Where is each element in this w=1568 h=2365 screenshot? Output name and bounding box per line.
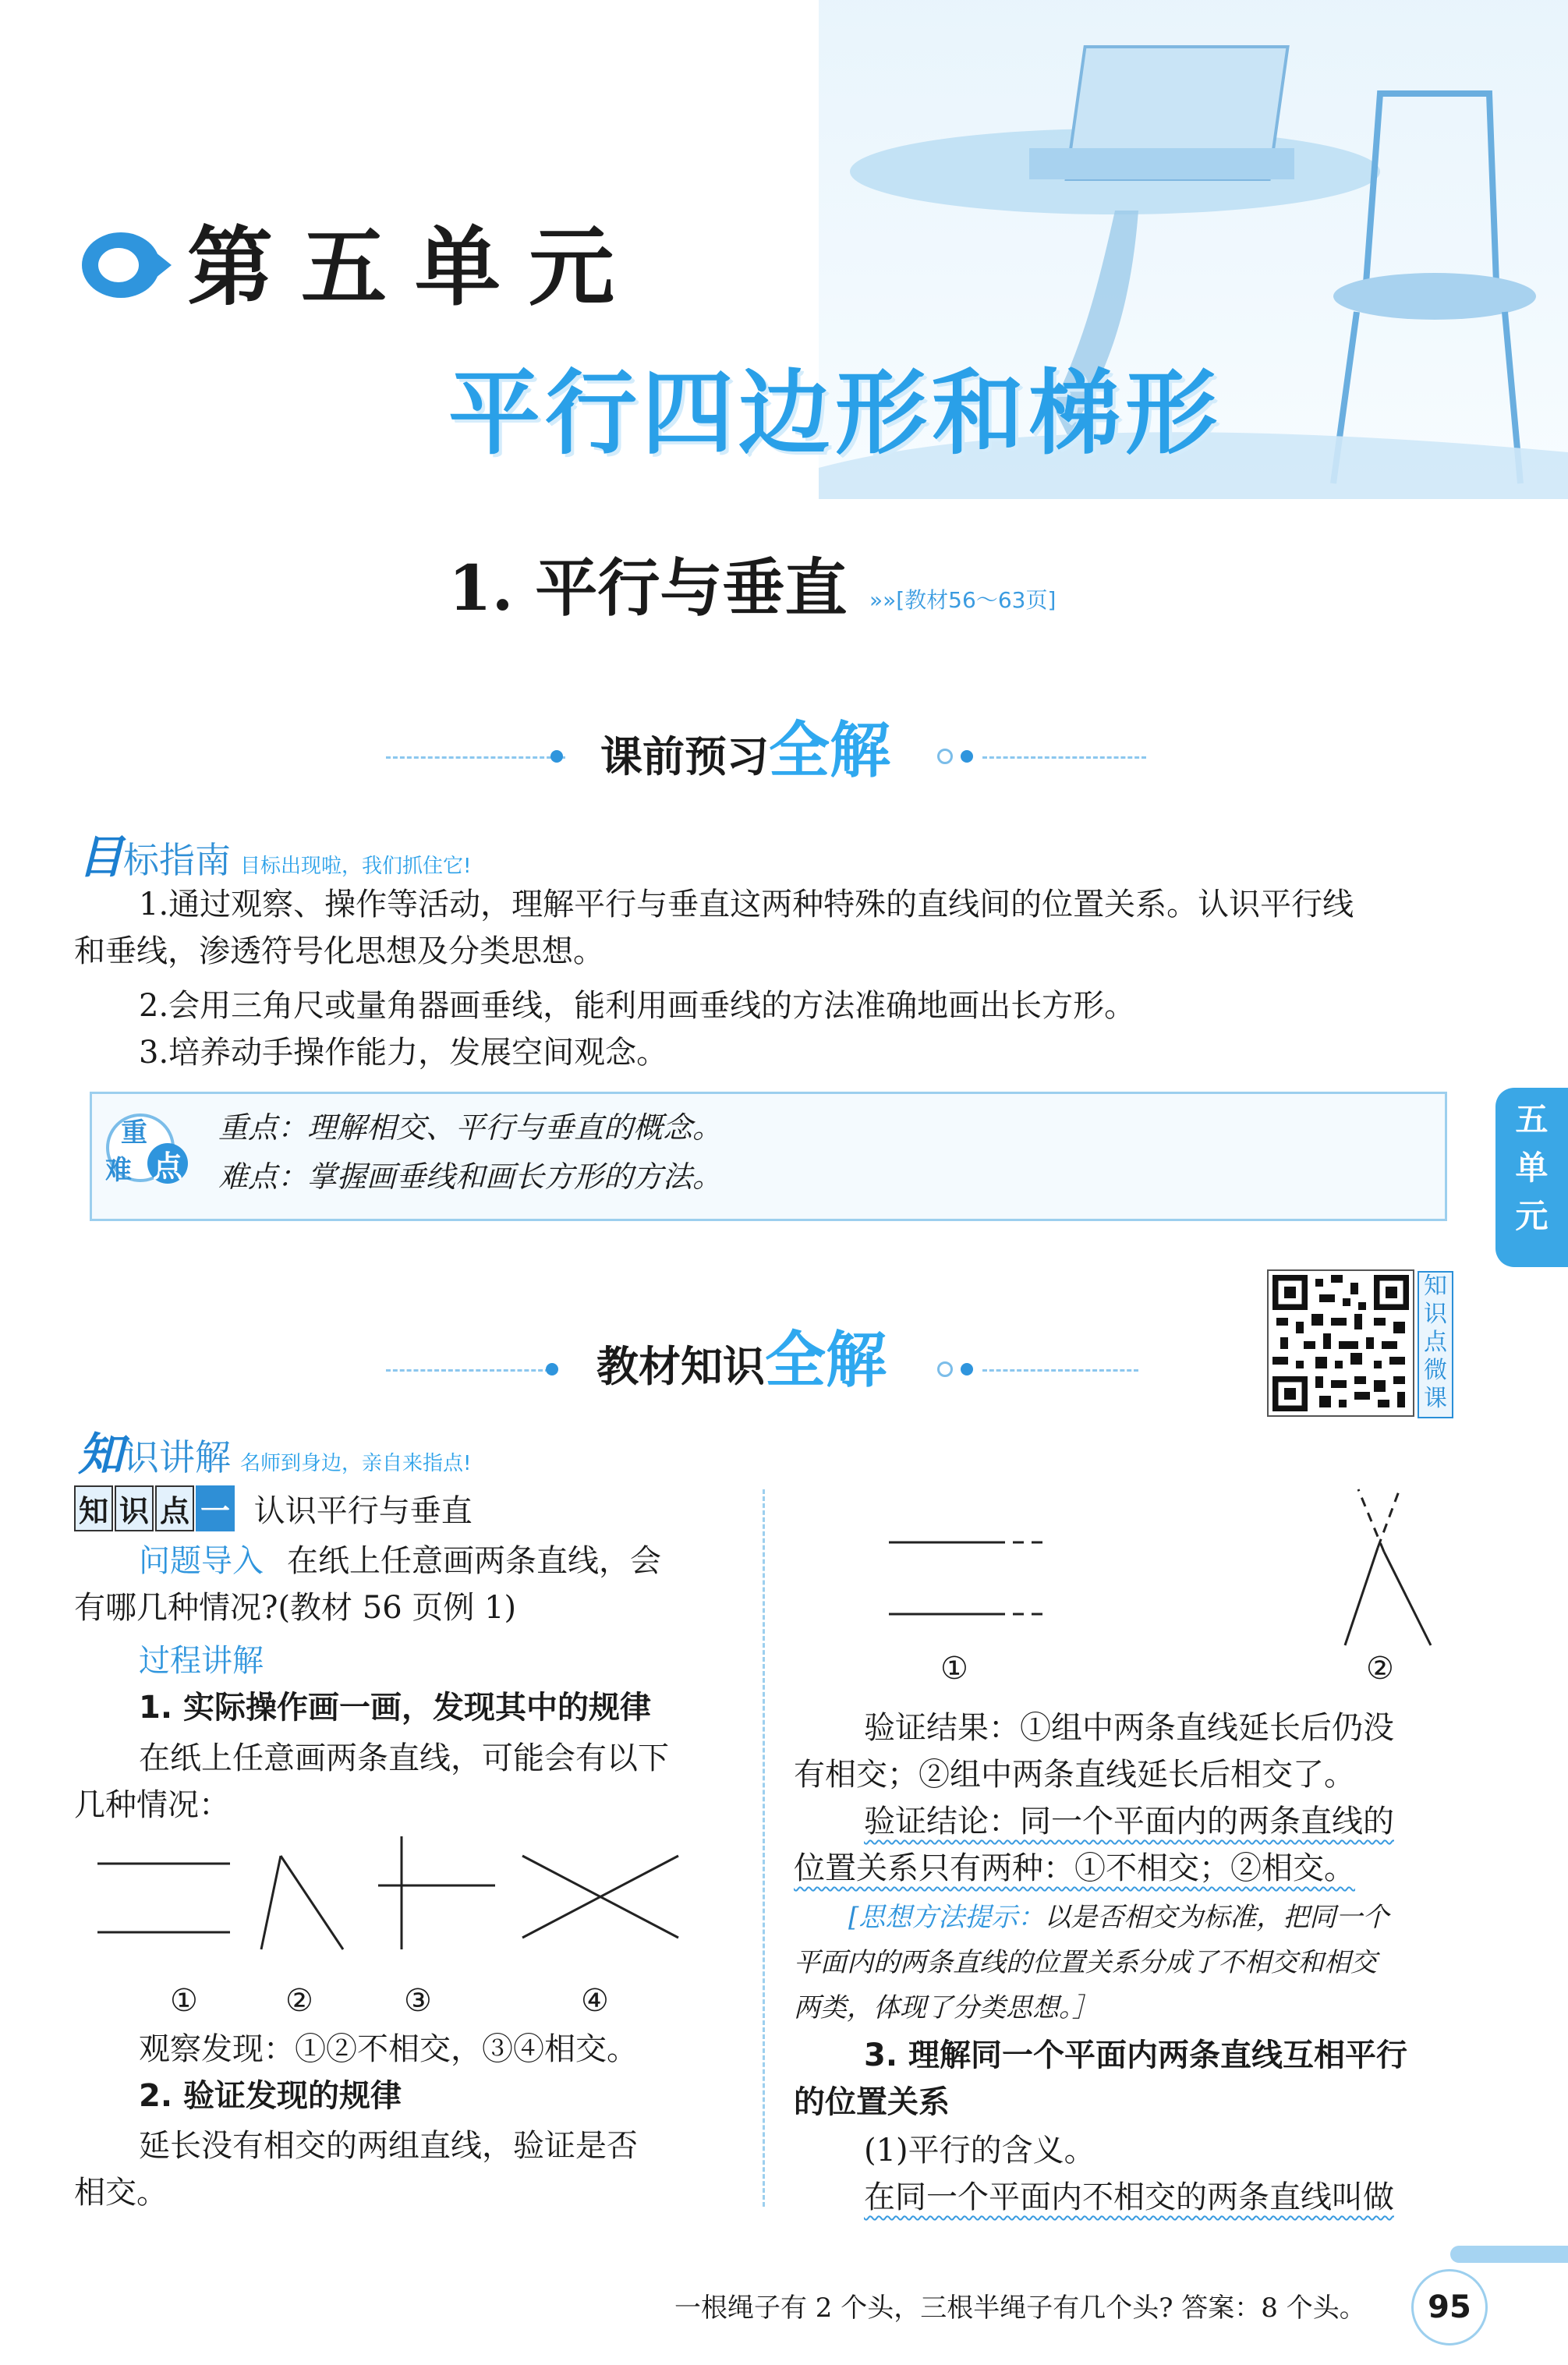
textbook-banner-highlight: 全解 — [765, 1326, 887, 1396]
step1-text: 几种情况： — [74, 1787, 230, 1823]
extension-figure — [881, 1482, 1458, 1653]
badge-char-difficult: 难 — [105, 1155, 132, 1186]
goals-tag — [78, 820, 471, 886]
line-cases-figure — [86, 1832, 694, 1988]
unit-title: 第五单元 — [187, 217, 642, 317]
side-tab-char: 元 — [1515, 1197, 1549, 1235]
conclusion-text: 验证结论：同一个平面内的两条直线的 — [864, 1804, 1394, 1839]
group2-line-b — [1384, 1552, 1431, 1645]
result-text: 验证结果：①组中两条直线延长后仍没 — [864, 1710, 1394, 1746]
qr-label-char: 微 — [1424, 1357, 1447, 1384]
badge-char-key: 重 — [121, 1117, 147, 1149]
conclusion-line — [864, 1798, 1394, 1845]
badge-char-point: 点 — [153, 1149, 183, 1184]
banner-divider-left — [386, 1369, 550, 1372]
page-number: 95 — [1411, 2269, 1488, 2346]
banner-dot — [546, 1363, 558, 1375]
banner-divider-right — [982, 756, 1146, 759]
qr-code[interactable] — [1267, 1269, 1414, 1417]
knowledge-tag-subtitle: 名师到身边，亲自来指点! — [240, 1452, 472, 1475]
kp-title: 认识平行与垂直 — [253, 1493, 473, 1529]
step3-title: 的位置关系 — [794, 2084, 950, 2120]
unit-side-tab — [1495, 1088, 1568, 1267]
kp-tag-char: 点 — [155, 1485, 194, 1531]
hint-text: 两类，体现了分类思想。］ — [794, 1992, 1099, 2023]
figure-label: ① — [940, 1651, 968, 1687]
process-label: 过程讲解 — [139, 1643, 264, 1679]
qr-label-char: 知 — [1424, 1273, 1447, 1300]
side-tab-char: 单 — [1515, 1149, 1549, 1187]
kp-tag-char: 知 — [74, 1485, 113, 1531]
banner-dot — [961, 750, 973, 763]
banner-divider-left — [386, 756, 565, 759]
goals-tag-subtitle: 目标出现啦，我们抓住它! — [240, 855, 472, 878]
figure-label: ③ — [404, 1983, 432, 2019]
textbook-banner-prefix: 教材知识 — [596, 1341, 765, 1391]
qr-label-char: 课 — [1424, 1385, 1447, 1412]
hint-label: 思想方法提示： — [858, 1902, 1045, 1933]
group2-line-a-ext — [1378, 1489, 1400, 1548]
kp-tag-number: 一 — [196, 1485, 235, 1531]
goal-line: 和垂线，渗透符号化思想及分类思想。 — [74, 933, 604, 969]
column-divider — [763, 1489, 765, 2207]
step1-text: 在纸上任意画两条直线，可能会有以下 — [139, 1740, 669, 1776]
footer-accent-bar — [1450, 2246, 1568, 2263]
footer-riddle: 一根绳子有 2 个头，三根半绳子有几个头? 答案：8 个头。 — [674, 2292, 1366, 2324]
section-reference: »»[教材56～63页] — [869, 587, 1057, 613]
banner-ring — [937, 1361, 953, 1377]
definition-label: (1)平行的含义。 — [864, 2133, 1095, 2169]
knowledge-point-heading — [74, 1485, 473, 1531]
step2-title: 2. 验证发现的规律 — [139, 2078, 402, 2114]
question-intro-label: 问题导入 — [139, 1543, 264, 1579]
goals-tag-initial: 目 — [78, 830, 124, 883]
result-text: 有相交；②组中两条直线延长后相交了。 — [794, 1757, 1355, 1793]
banner-divider-right — [982, 1369, 1138, 1372]
textbook-banner — [596, 1312, 887, 1399]
case2-line-a — [261, 1856, 281, 1949]
preview-banner-prefix: 课前预习 — [600, 731, 769, 781]
hint-text: 以是否相交为标准，把同一个 — [1044, 1902, 1389, 1933]
goal-line: 1.通过观察、操作等活动，理解平行与垂直这两种特殊的直线间的位置关系。认识平行线 — [139, 887, 1354, 922]
question-intro-text: 在纸上任意画两条直线，会 — [287, 1543, 661, 1579]
definition-text: 在同一个平面内不相交的两条直线叫做 — [864, 2179, 1394, 2215]
step2-text: 延长没有相交的两组直线，验证是否 — [139, 2128, 638, 2164]
goal-line: 2.会用三角尺或量角器画垂线，能利用画垂线的方法准确地画出长方形。 — [139, 988, 1136, 1024]
preview-banner — [600, 702, 890, 789]
figure-label: ② — [1366, 1651, 1394, 1687]
step2-text: 相交。 — [74, 2175, 168, 2211]
hint-text: 平面内的两条直线的位置关系分成了不相交和相交 — [794, 1947, 1377, 1978]
knowledge-tag-label: 识讲解 — [123, 1436, 232, 1478]
hint-line: [思想方法提示：以是否相交为标准，把同一个 — [848, 1902, 1389, 1933]
goal-line: 3.培养动手操作能力，发展空间观念。 — [139, 1035, 668, 1071]
preview-banner-highlight: 全解 — [769, 716, 891, 786]
key-point-text: 重点：理解相交、平行与垂直的概念。 — [218, 1110, 723, 1145]
question-intro-line — [139, 1538, 661, 1584]
chapter-title: 平行四边形和梯形 — [448, 359, 1223, 467]
figure-label: ② — [285, 1983, 313, 2019]
conclusion-text: 位置关系只有两种：①不相交；②相交。 — [794, 1850, 1355, 1886]
observation-text: 观察发现：①②不相交，③④相交。 — [139, 2031, 638, 2067]
definition-line — [864, 2174, 1394, 2221]
qr-label-char: 识 — [1424, 1301, 1447, 1328]
knowledge-tag-initial: 知 — [78, 1428, 124, 1481]
unit-marker-icon — [78, 226, 172, 304]
figure-label: ① — [170, 1983, 198, 2019]
banner-dot — [961, 1363, 973, 1375]
step3-title: 3. 理解同一个平面内两条直线互相平行 — [864, 2038, 1407, 2073]
knowledge-tag — [78, 1418, 471, 1483]
case2-line-b — [281, 1856, 343, 1949]
question-intro-text: 有哪几种情况?(教材 56 页例 1) — [74, 1590, 517, 1626]
conclusion-line — [794, 1845, 1355, 1892]
section-title: 1. 平行与垂直 — [448, 551, 848, 625]
side-tab-char: 五 — [1515, 1100, 1549, 1138]
qr-label-char: 点 — [1424, 1329, 1447, 1356]
banner-ring — [937, 749, 953, 764]
figure-label: ④ — [581, 1983, 609, 2019]
difficult-point-text: 难点：掌握画垂线和画长方形的方法。 — [218, 1159, 723, 1194]
step1-title: 1. 实际操作画一画，发现其中的规律 — [139, 1690, 651, 1726]
kp-tag-char: 识 — [115, 1485, 154, 1531]
qr-label — [1418, 1271, 1453, 1418]
goals-tag-label: 标指南 — [123, 839, 232, 881]
banner-dot — [550, 750, 563, 763]
group2-line-a — [1345, 1548, 1378, 1645]
